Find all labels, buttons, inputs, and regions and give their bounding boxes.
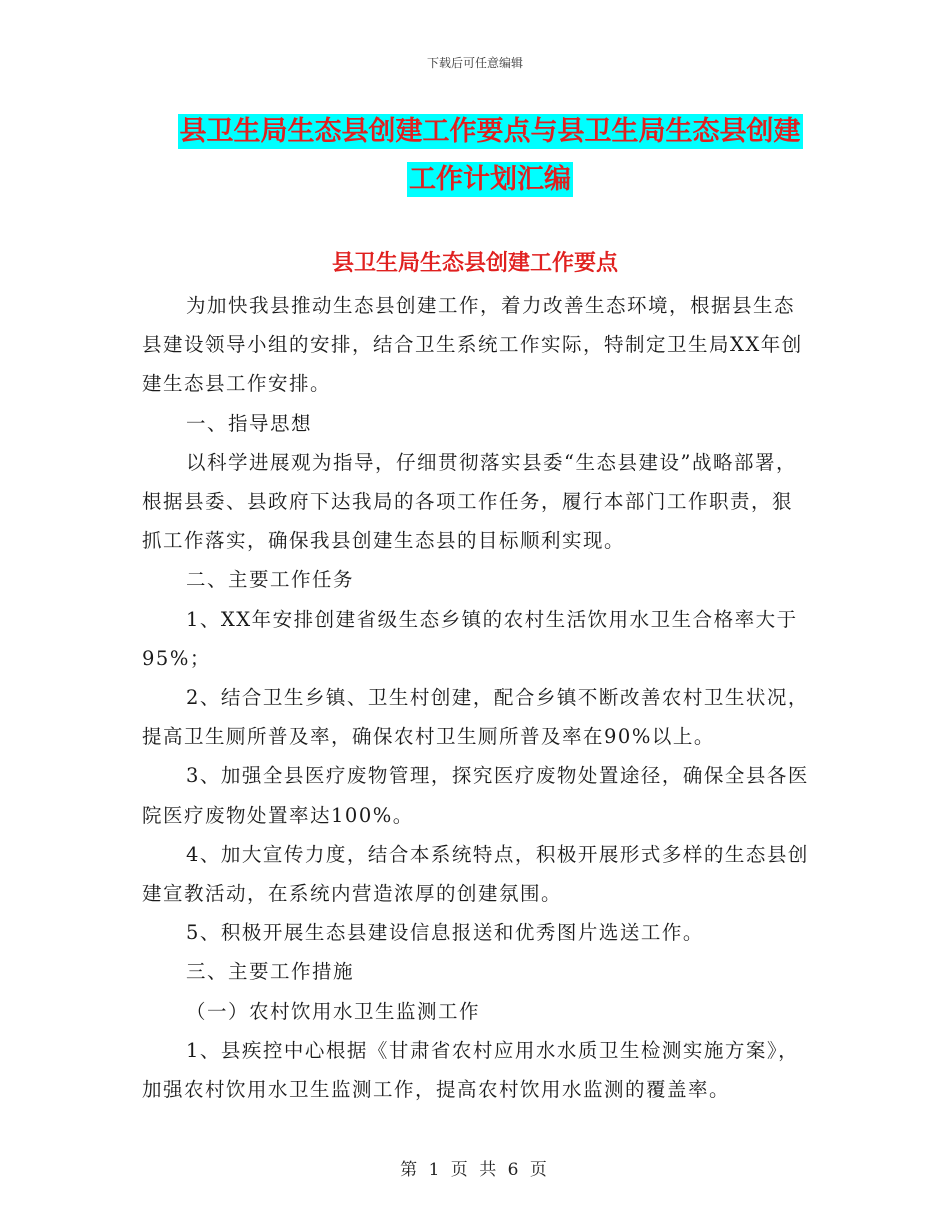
paragraph: 2、结合卫生乡镇、卫生村创建，配合乡镇不断改善农村卫生状况，提高卫生厕所普及率，确保农村卫生厕所普及率在90%以上。 [142, 686, 809, 749]
paragraph: 三、主要工作措施 [186, 960, 355, 984]
paragraph: 1、县疾控中心根据《甘肃省农村应用水水质卫生检测实施方案》，加强农村饮用水卫生监测工作，提高农村饮用水监测的覆盖率。 [142, 1038, 800, 1102]
title-line-1: 县卫生局生态县创建工作要点与县卫生局生态县创建 [179, 116, 801, 147]
paragraph: 为加快我县推动生态县创建工作，着力改善生态环境，根据县生态县建设领导小组的安排，结合卫生系统工作实际，特制定卫生局XX年创建生态县工作安排。 [142, 294, 803, 396]
paragraph: 5、积极开展生态县建设信息报送和优秀图片选送工作。 [186, 921, 704, 945]
paragraph: 二、主要工作任务 [186, 568, 355, 592]
document-title [140, 108, 840, 204]
page-header-note: 下载后可任意编辑 [426, 56, 523, 70]
title-line-2: 工作计划汇编 [409, 164, 571, 195]
paragraph: 3、加强全县医疗废物管理，探究医疗废物处置途径，确保全县各医院医疗废物处置率达100%。 [142, 764, 809, 827]
paragraph: （一）农村饮用水卫生监测工作 [186, 999, 481, 1023]
document-body [142, 286, 810, 1109]
paragraph: 以科学进展观为指导，仔细贯彻落实县委“生态县建设”战略部署，根据县委、县政府下达我局的各项工作任务，履行本部门工作职责，狠抓工作落实，确保我县创建生态县的目标顺利实现。 [142, 450, 797, 553]
paragraph: 4、加大宣传力度，结合本系统特点，积极开展形式多样的生态县创建宣教活动，在系统内营造浓厚的创建氛围。 [142, 842, 809, 906]
paragraph: 1、XX年安排创建省级生态乡镇的农村生活饮用水卫生合格率大于95%； [142, 607, 798, 670]
section-heading: 县卫生局生态县创建工作要点 [331, 251, 618, 276]
page-number: 第 1 页 共 6 页 [400, 1160, 550, 1180]
paragraph: 一、指导思想 [186, 411, 313, 435]
